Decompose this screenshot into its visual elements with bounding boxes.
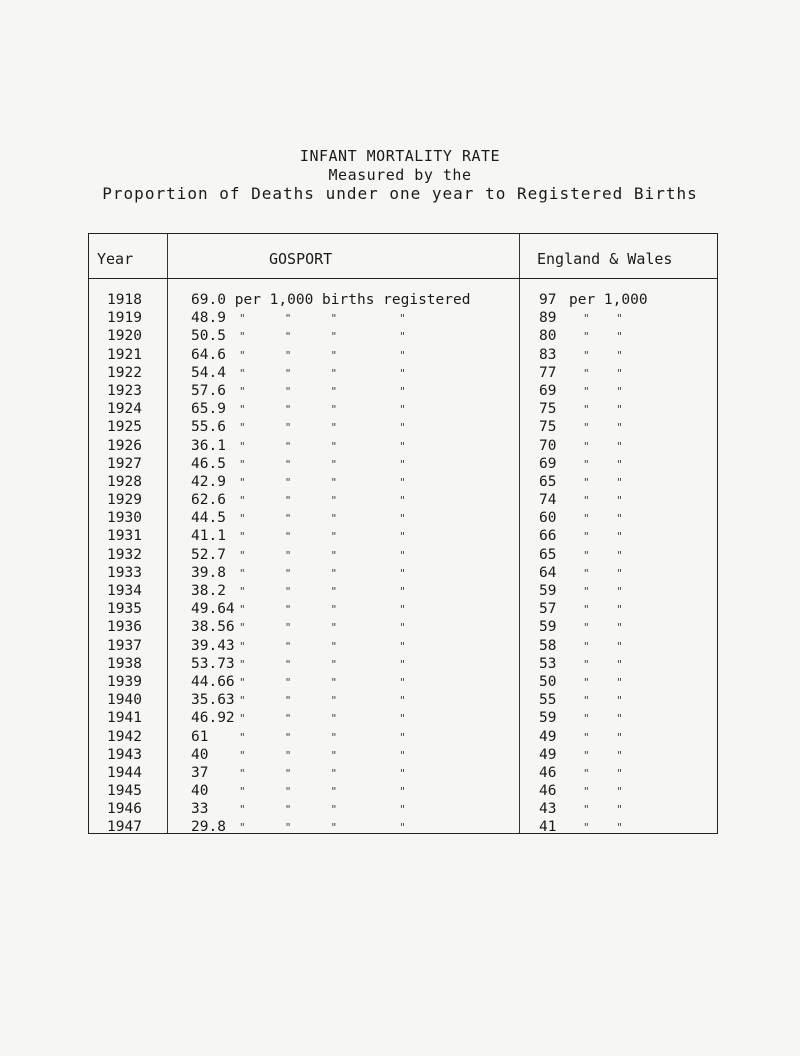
table-row bbox=[89, 365, 717, 383]
england-rate-cell: 59 bbox=[539, 619, 557, 636]
england-rate-cell: 89 bbox=[539, 310, 557, 327]
england-rate-cell: 80 bbox=[539, 328, 557, 345]
gosport-unit-cell: " " " " bbox=[239, 384, 407, 398]
gosport-rate-cell: 69.0 bbox=[191, 292, 226, 308]
year-cell: 1938 bbox=[107, 655, 142, 672]
document-title: INFANT MORTALITY RATE bbox=[299, 147, 501, 165]
gosport-unit-cell: " " " " bbox=[239, 475, 407, 489]
england-unit-cell: " " bbox=[583, 457, 623, 471]
england-unit-cell: " " bbox=[583, 639, 623, 653]
year-cell: 1940 bbox=[107, 692, 142, 709]
gosport-rate-cell: 53.73 bbox=[191, 655, 235, 672]
gosport-unit-cell: " " " " bbox=[239, 403, 407, 417]
table-row bbox=[89, 692, 717, 710]
england-rate-cell: 74 bbox=[539, 492, 557, 509]
england-unit-cell: " " bbox=[583, 439, 623, 453]
table-row bbox=[89, 438, 717, 456]
gosport-rate-cell: 36.1 bbox=[191, 437, 226, 454]
table-row bbox=[89, 656, 717, 674]
year-cell: 1922 bbox=[107, 364, 142, 381]
england-rate-cell: 75 bbox=[539, 401, 557, 418]
england-rate-cell: 69 bbox=[539, 455, 557, 472]
england-unit-cell: " " bbox=[583, 621, 623, 635]
gosport-rate-cell: 61 bbox=[191, 728, 209, 745]
document-subtitle: Measured by the bbox=[328, 166, 472, 184]
year-cell: 1947 bbox=[107, 819, 142, 836]
gosport-unit-cell: " " " " bbox=[239, 348, 407, 362]
england-unit-cell: " " bbox=[583, 785, 623, 799]
england-rate-cell: 65 bbox=[539, 546, 557, 563]
table-row bbox=[89, 383, 717, 401]
gosport-unit-cell: per 1,000 births registered bbox=[234, 292, 471, 308]
mortality-table bbox=[88, 233, 718, 834]
year-cell: 1927 bbox=[107, 455, 142, 472]
gosport-unit-cell: " " " " bbox=[239, 621, 407, 635]
gosport-unit-cell: " " " " bbox=[239, 730, 407, 744]
england-rate-cell: 49 bbox=[539, 746, 557, 763]
gosport-rate-cell: 42.9 bbox=[191, 473, 226, 490]
gosport-rate-cell: 44.5 bbox=[191, 510, 226, 527]
gosport-unit-cell: " " " " bbox=[239, 366, 407, 380]
header-year: Year bbox=[97, 250, 134, 268]
gosport-rate-cell: 65.9 bbox=[191, 401, 226, 418]
year-cell: 1926 bbox=[107, 437, 142, 454]
table-row bbox=[89, 492, 717, 510]
table-row bbox=[89, 292, 717, 310]
table-row bbox=[89, 419, 717, 437]
header-england-wales: England & Wales bbox=[537, 250, 673, 268]
year-cell: 1918 bbox=[107, 292, 142, 308]
year-cell: 1933 bbox=[107, 564, 142, 581]
year-cell: 1934 bbox=[107, 583, 142, 599]
table-row bbox=[89, 310, 717, 328]
england-unit-cell: " " bbox=[583, 585, 623, 598]
england-unit-cell: " " bbox=[583, 384, 623, 398]
year-cell: 1920 bbox=[107, 328, 142, 345]
gosport-rate-cell: 62.6 bbox=[191, 492, 226, 509]
england-rate-cell: 70 bbox=[539, 437, 557, 454]
year-cell: 1945 bbox=[107, 783, 142, 800]
england-rate-cell: 64 bbox=[539, 564, 557, 581]
gosport-unit-cell: " " " " bbox=[239, 494, 407, 508]
year-cell: 1939 bbox=[107, 673, 142, 690]
england-rate-cell: 60 bbox=[539, 510, 557, 527]
gosport-unit-cell: " " " " bbox=[239, 439, 407, 453]
england-rate-cell: 55 bbox=[539, 692, 557, 709]
table-row bbox=[89, 765, 717, 783]
gosport-unit-cell: " " " " bbox=[239, 785, 407, 799]
england-rate-cell: 59 bbox=[539, 710, 557, 727]
england-unit-cell: " " bbox=[583, 712, 623, 726]
year-cell: 1928 bbox=[107, 473, 142, 490]
gosport-unit-cell: " " " " bbox=[239, 821, 407, 835]
year-cell: 1923 bbox=[107, 382, 142, 399]
year-cell: 1935 bbox=[107, 601, 142, 618]
document-subtitle-2: Proportion of Deaths under one year to Registered Births bbox=[102, 184, 698, 203]
gosport-unit-cell: " " " " bbox=[239, 421, 407, 435]
gosport-rate-cell: 35.63 bbox=[191, 692, 235, 709]
table-body bbox=[89, 292, 717, 838]
year-cell: 1931 bbox=[107, 528, 142, 545]
gosport-unit-cell: " " " " bbox=[239, 712, 407, 726]
gosport-rate-cell: 39.43 bbox=[191, 637, 235, 654]
england-unit-cell: " " bbox=[583, 803, 623, 817]
england-unit-cell: " " bbox=[583, 348, 623, 362]
gosport-unit-cell: " " " " bbox=[239, 512, 407, 526]
gosport-rate-cell: 57.6 bbox=[191, 382, 226, 399]
england-unit-cell: " " bbox=[583, 475, 623, 489]
gosport-unit-cell: " " " " bbox=[239, 748, 407, 762]
england-unit-cell: " " bbox=[583, 657, 623, 671]
table-row bbox=[89, 583, 717, 601]
year-cell: 1919 bbox=[107, 310, 142, 327]
england-rate-cell: 53 bbox=[539, 655, 557, 672]
england-rate-cell: 46 bbox=[539, 783, 557, 800]
england-rate-cell: 43 bbox=[539, 801, 557, 818]
england-unit-cell: " " bbox=[583, 530, 623, 544]
table-row bbox=[89, 819, 717, 837]
england-unit-cell: " " bbox=[583, 730, 623, 744]
year-cell: 1924 bbox=[107, 401, 142, 418]
england-rate-cell: 58 bbox=[539, 637, 557, 654]
year-cell: 1936 bbox=[107, 619, 142, 636]
gosport-unit-cell: " " " " bbox=[239, 657, 407, 671]
england-rate-cell: 41 bbox=[539, 819, 557, 836]
gosport-unit-cell: " " " " bbox=[239, 312, 407, 326]
england-unit-cell: " " bbox=[583, 330, 623, 344]
england-rate-cell: 66 bbox=[539, 528, 557, 545]
england-unit-cell: " " bbox=[583, 366, 623, 380]
england-unit-cell: " " bbox=[583, 821, 623, 835]
table-row bbox=[89, 528, 717, 546]
table-row bbox=[89, 801, 717, 819]
year-cell: 1937 bbox=[107, 637, 142, 654]
header-divider bbox=[89, 278, 717, 279]
gosport-unit-cell: " " " " bbox=[239, 803, 407, 817]
england-rate-cell: 75 bbox=[539, 419, 557, 436]
year-cell: 1941 bbox=[107, 710, 142, 727]
table-row bbox=[89, 729, 717, 747]
england-rate-cell: 57 bbox=[539, 601, 557, 618]
england-rate-cell: 97 bbox=[539, 292, 557, 308]
table-row bbox=[89, 710, 717, 728]
gosport-unit-cell: " " " " bbox=[239, 548, 407, 562]
england-unit-cell: " " bbox=[583, 403, 623, 417]
gosport-rate-cell: 44.66 bbox=[191, 673, 235, 690]
table-row bbox=[89, 510, 717, 528]
table-row bbox=[89, 547, 717, 565]
gosport-rate-cell: 55.6 bbox=[191, 419, 226, 436]
year-cell: 1921 bbox=[107, 346, 142, 363]
year-cell: 1932 bbox=[107, 546, 142, 563]
year-cell: 1946 bbox=[107, 801, 142, 818]
gosport-unit-cell: " " " " bbox=[239, 603, 407, 617]
england-unit-cell: " " bbox=[583, 566, 623, 580]
england-unit-cell: per 1,000 bbox=[569, 292, 648, 308]
table-row bbox=[89, 474, 717, 492]
gosport-unit-cell: " " " " bbox=[239, 457, 407, 471]
table-row bbox=[89, 456, 717, 474]
table-row bbox=[89, 347, 717, 365]
gosport-unit-cell: " " " " bbox=[239, 530, 407, 544]
table-row bbox=[89, 601, 717, 619]
england-unit-cell: " " bbox=[583, 748, 623, 762]
england-rate-cell: 50 bbox=[539, 673, 557, 690]
gosport-rate-cell: 39.8 bbox=[191, 564, 226, 581]
gosport-rate-cell: 46.92 bbox=[191, 710, 235, 727]
gosport-unit-cell: " " " " bbox=[239, 585, 407, 598]
table-row bbox=[89, 401, 717, 419]
england-unit-cell: " " bbox=[583, 766, 623, 780]
year-cell: 1943 bbox=[107, 746, 142, 763]
gosport-unit-cell: " " " " bbox=[239, 694, 407, 708]
england-unit-cell: " " bbox=[583, 512, 623, 526]
gosport-rate-cell: 54.4 bbox=[191, 364, 226, 381]
gosport-unit-cell: " " " " bbox=[239, 330, 407, 344]
gosport-rate-cell: 49.64 bbox=[191, 601, 235, 618]
england-unit-cell: " " bbox=[583, 548, 623, 562]
year-cell: 1944 bbox=[107, 764, 142, 781]
gosport-unit-cell: " " " " bbox=[239, 566, 407, 580]
england-unit-cell: " " bbox=[583, 603, 623, 617]
england-unit-cell: " " bbox=[583, 675, 623, 689]
table-row bbox=[89, 328, 717, 346]
gosport-rate-cell: 64.6 bbox=[191, 346, 226, 363]
gosport-rate-cell: 29.8 bbox=[191, 819, 226, 836]
gosport-rate-cell: 50.5 bbox=[191, 328, 226, 345]
table-row bbox=[89, 638, 717, 656]
england-rate-cell: 49 bbox=[539, 728, 557, 745]
gosport-unit-cell: " " " " bbox=[239, 675, 407, 689]
england-unit-cell: " " bbox=[583, 494, 623, 508]
year-cell: 1925 bbox=[107, 419, 142, 436]
gosport-rate-cell: 38.2 bbox=[191, 583, 226, 599]
gosport-unit-cell: " " " " bbox=[239, 766, 407, 780]
gosport-rate-cell: 33 bbox=[191, 801, 209, 818]
england-unit-cell: " " bbox=[583, 312, 623, 326]
gosport-unit-cell: " " " " bbox=[239, 639, 407, 653]
table-row bbox=[89, 674, 717, 692]
gosport-rate-cell: 40 bbox=[191, 746, 209, 763]
gosport-rate-cell: 52.7 bbox=[191, 546, 226, 563]
england-rate-cell: 46 bbox=[539, 764, 557, 781]
year-cell: 1942 bbox=[107, 728, 142, 745]
england-rate-cell: 69 bbox=[539, 382, 557, 399]
table-row bbox=[89, 783, 717, 801]
table-row bbox=[89, 747, 717, 765]
england-rate-cell: 83 bbox=[539, 346, 557, 363]
england-rate-cell: 59 bbox=[539, 583, 557, 599]
header-gosport: GOSPORT bbox=[269, 250, 333, 268]
gosport-rate-cell: 37 bbox=[191, 764, 209, 781]
year-cell: 1929 bbox=[107, 492, 142, 509]
england-unit-cell: " " bbox=[583, 694, 623, 708]
england-unit-cell: " " bbox=[583, 421, 623, 435]
year-cell: 1930 bbox=[107, 510, 142, 527]
gosport-rate-cell: 48.9 bbox=[191, 310, 226, 327]
gosport-rate-cell: 40 bbox=[191, 783, 209, 800]
gosport-rate-cell: 38.56 bbox=[191, 619, 235, 636]
gosport-rate-cell: 46.5 bbox=[191, 455, 226, 472]
table-row bbox=[89, 619, 717, 637]
england-rate-cell: 65 bbox=[539, 473, 557, 490]
england-rate-cell: 77 bbox=[539, 364, 557, 381]
table-row bbox=[89, 565, 717, 583]
gosport-rate-cell: 41.1 bbox=[191, 528, 226, 545]
